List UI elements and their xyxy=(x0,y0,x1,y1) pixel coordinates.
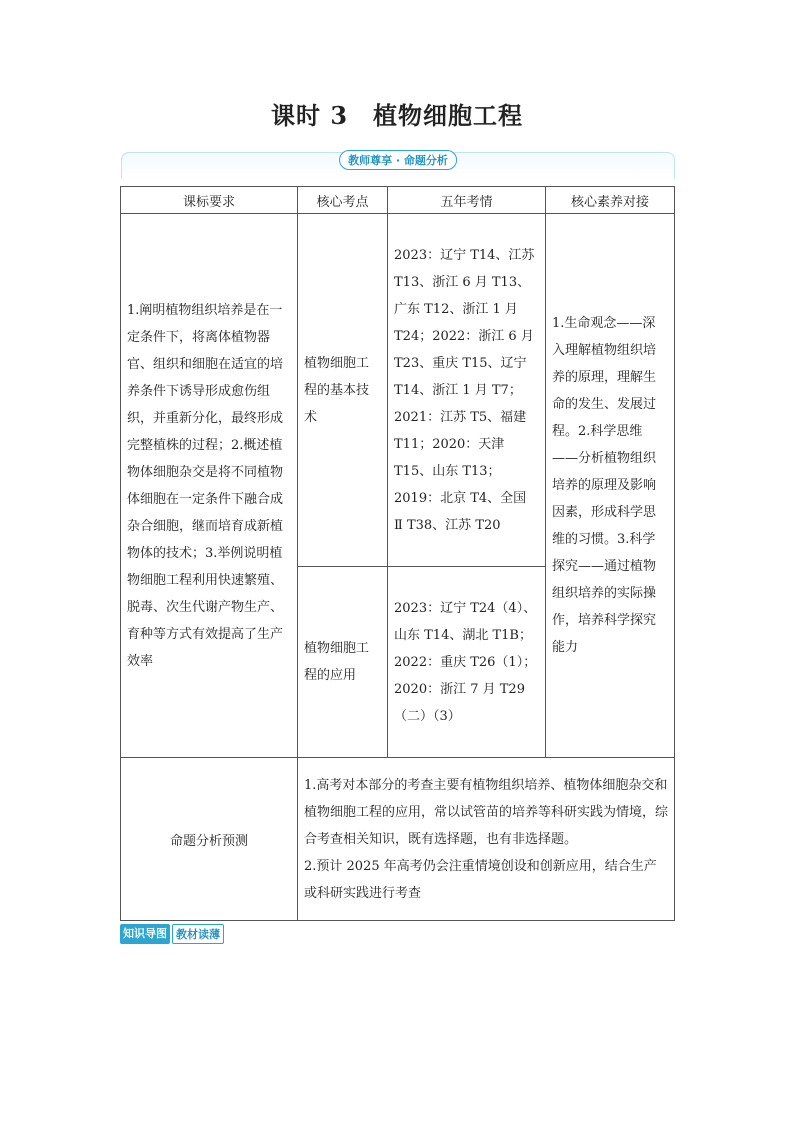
textbook-reading-tag[interactable]: 教材读薄 xyxy=(172,924,224,944)
forecast-text-cell xyxy=(298,758,675,921)
exam-history-cell xyxy=(388,567,546,758)
core-point-cell xyxy=(298,567,388,758)
forecast-text-1: 1.高考对本部分的考查主要有植物组织培养、植物体细胞杂交和植物细胞工程的应用，常以试管苗的培养等科研实践为情境，综合考查相关知识，既有选择题，也有非选择题。 xyxy=(304,777,669,847)
table-row xyxy=(121,758,675,921)
core-point-text: 植物细胞工程的基本技术 xyxy=(304,355,370,425)
core-point-cell xyxy=(298,214,388,567)
core-literacy-text: 1.生命观念——深入理解植物组织培养的原理，理解生命的发生、发展过程。2.科学思维——分析植物组织培养的原理及影响因素，形成科学思维的习惯。3.科学探究——通过植物组织培养的实际操作，培养科学探究能力 xyxy=(552,316,657,655)
core-literacy-cell xyxy=(546,214,675,758)
exam-history-cell xyxy=(388,214,546,567)
core-point-text: 植物细胞工程的应用 xyxy=(304,641,370,683)
footer-tags xyxy=(120,924,224,944)
forecast-label-cell xyxy=(121,758,298,921)
header-core-point: 核心考点 xyxy=(298,187,388,214)
header-five-year: 五年考情 xyxy=(388,187,546,214)
forecast-label: 命题分析预测 xyxy=(169,833,248,849)
header-curriculum: 课标要求 xyxy=(121,187,298,214)
forecast-text-2: 2.预计 2025 年高考仍会注重情境创设和创新应用，结合生产或科研实践进行考查 xyxy=(304,858,657,901)
knowledge-map-tag[interactable]: 知识导图 xyxy=(120,924,170,944)
analysis-table xyxy=(120,186,675,921)
header-core-literacy: 核心素养对接 xyxy=(546,187,675,214)
exam-history-text: 2023：辽宁 T14、江苏 T13、浙江 6 月 T13、广东 T12、浙江 1 月 T24；2022：浙江 6 月 T23、重庆 T15、辽宁 T14、浙江 1 月 T7；2021：江苏 T5、福建 T11；2020：天津 T15、山东 T13；2019：北京 T4、全国 Ⅱ T38、江苏 T20 xyxy=(394,247,535,533)
table-header-row xyxy=(121,187,675,214)
banner-label: 教师尊享 · 命题分析 xyxy=(339,150,457,170)
page-title: 课时 3 植物细胞工程 xyxy=(270,101,524,130)
curriculum-requirements-cell xyxy=(121,214,298,758)
teacher-banner xyxy=(121,152,675,179)
curriculum-requirements-text: 1.阐明植物组织培养是在一定条件下，将离体植物器官、组织和细胞在适宜的培养条件下诱导形成愈伤组织，并重新分化，最终形成完整植株的过程；2.概述植物体细胞杂交是将不同植物体细胞在一定条件下融合成杂合细胞，继而培育成新植物体的技术；3.举例说明植物细胞工程利用快速繁殖、脱毒、次生代谢产物生产、育种等方式有效提高了生产效率 xyxy=(127,302,284,669)
exam-history-text: 2023：辽宁 T24（4）、山东 T14、湖北 T1B；2022：重庆 T26（1）；2020：浙江 7 月 T29（二）（3） xyxy=(394,600,537,724)
table-row xyxy=(121,214,675,567)
